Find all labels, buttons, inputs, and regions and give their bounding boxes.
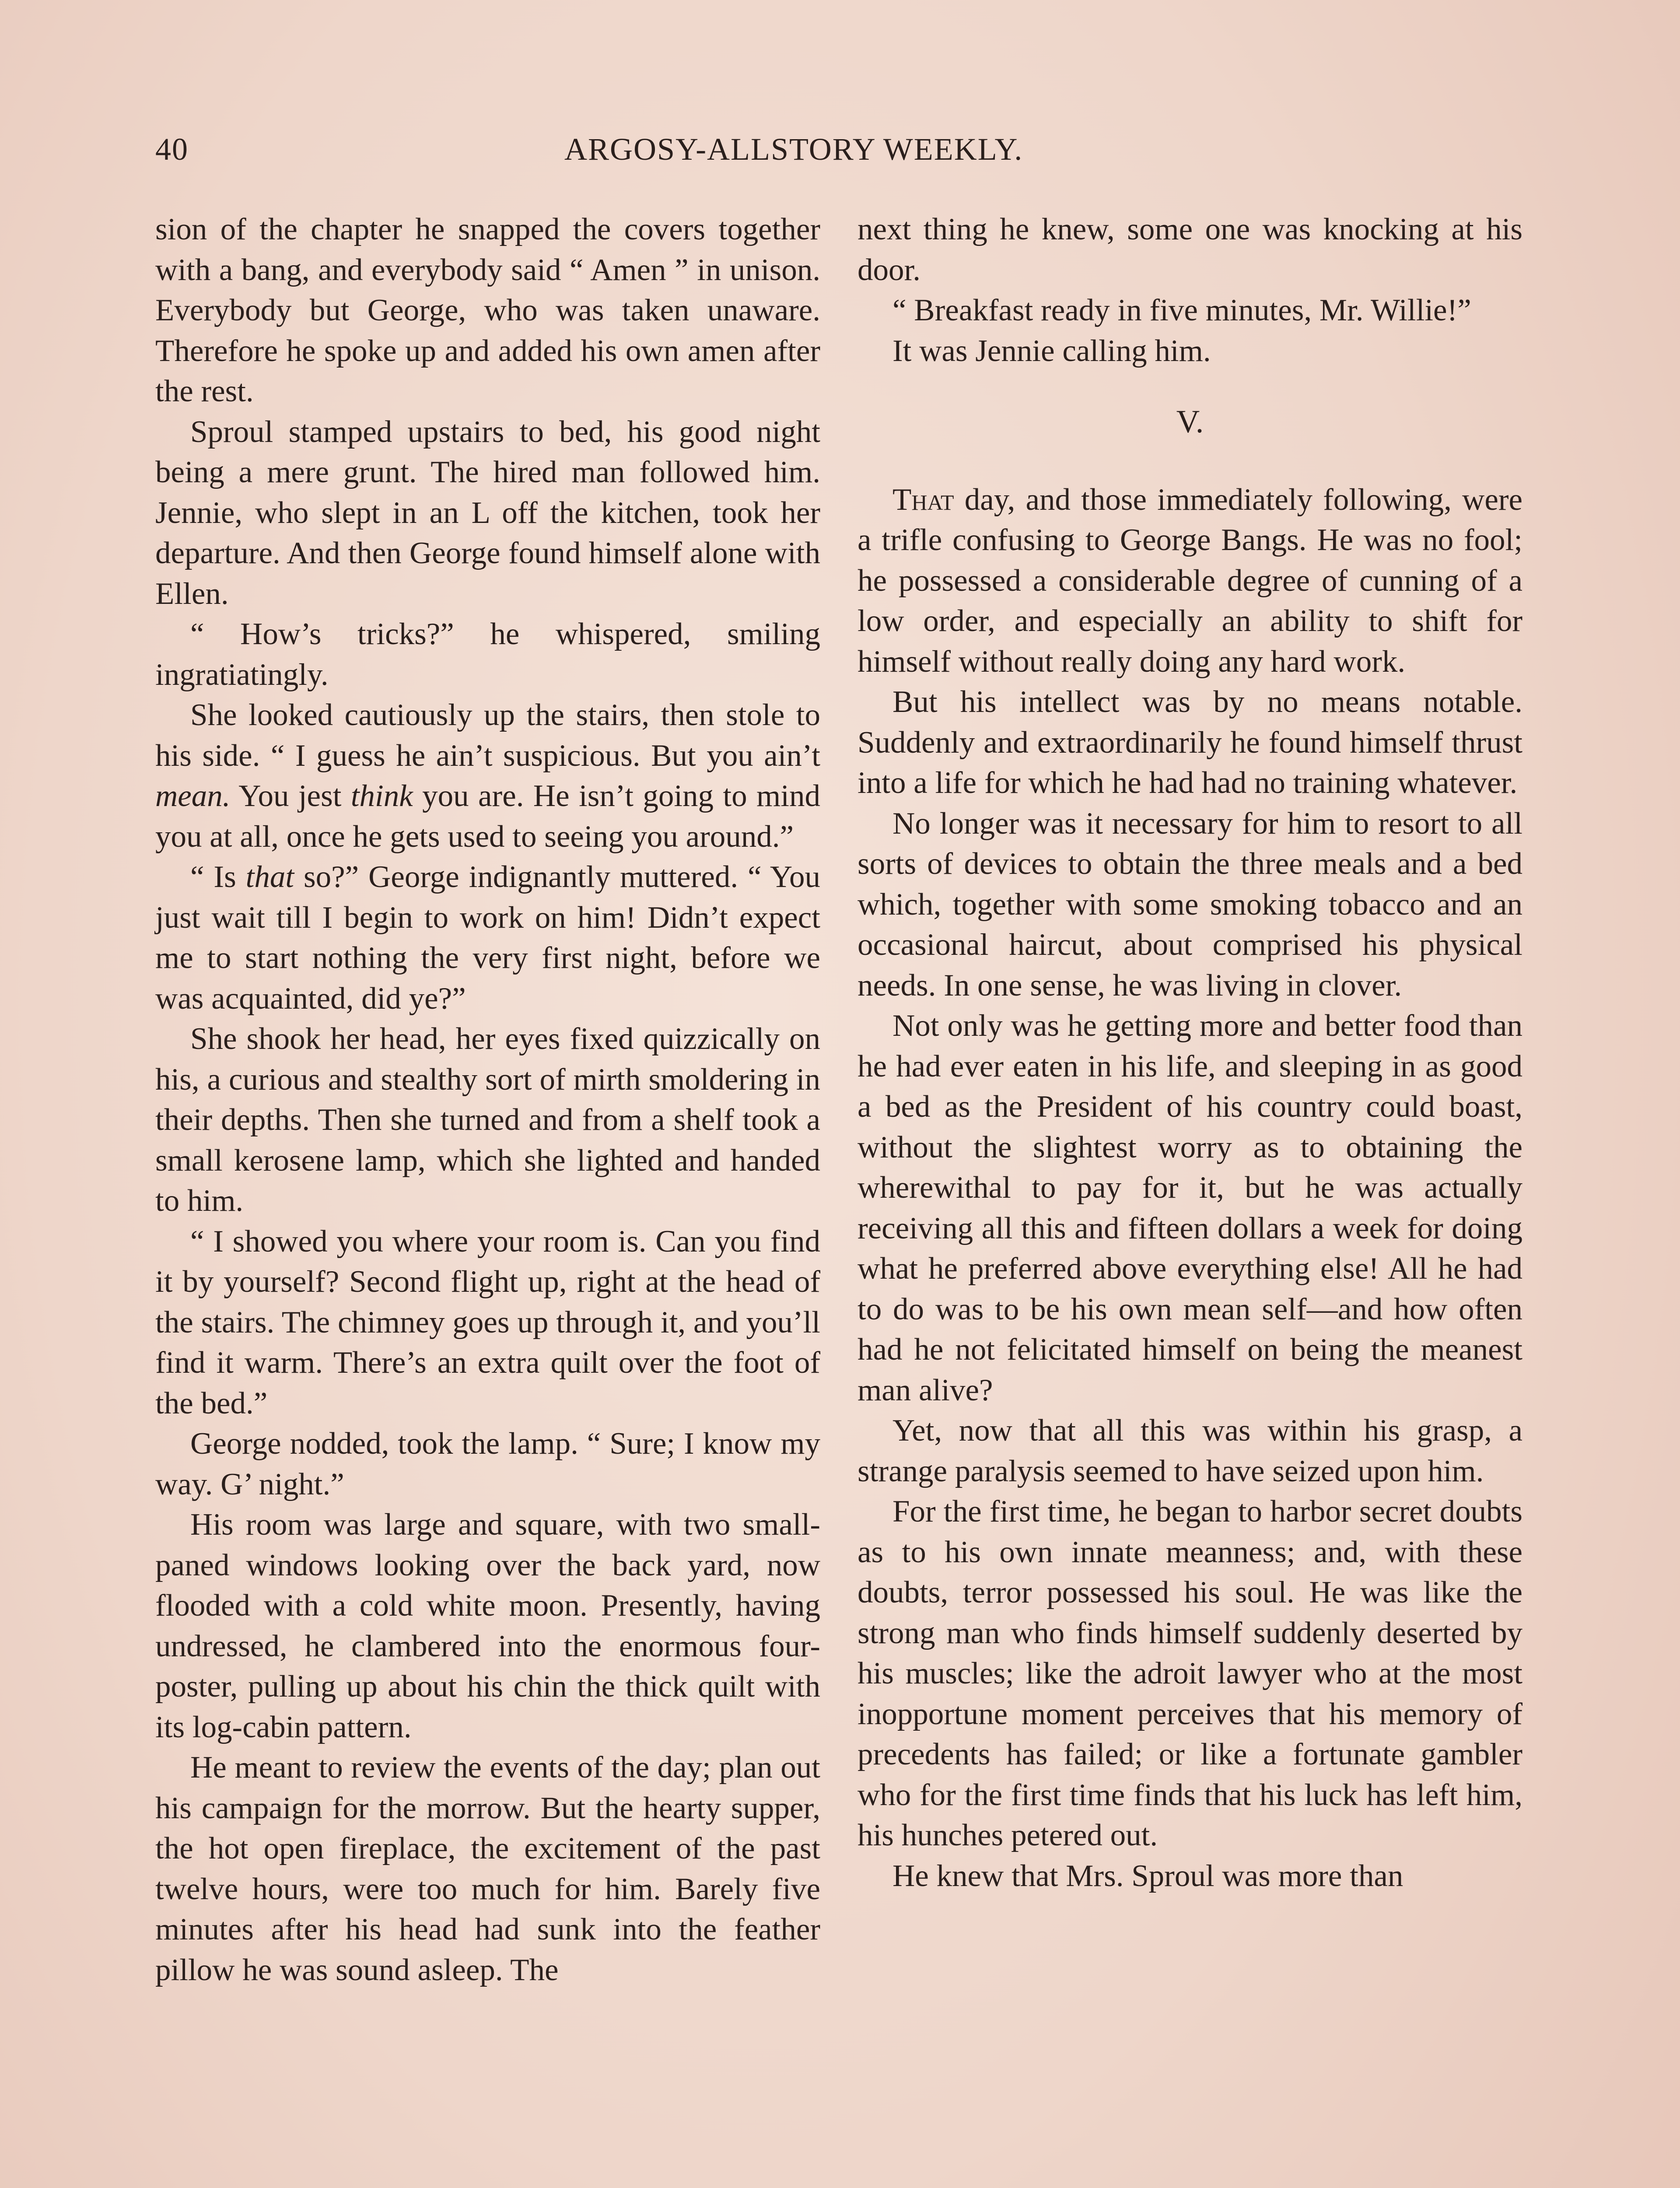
paragraph: Sproul stamped upstairs to bed, his good night being a mere grunt. The hired man followed him. Jennie, who slept in an L off the kitchen, took her departure. And then George found himself alone with Ellen. (155, 414, 820, 611)
text-run: “ Is (190, 860, 246, 894)
paragraph: She shook her head, her eyes fixed quizzically on his, a curious and stealthy sort of mirth smoldering in their depths. Then she turned and from a shelf took a small kerosene lamp, which she lighted and handed to him. (155, 1022, 820, 1218)
paragraph: His room was large and square, with two small-paned windows looking over the back yard, now flooded with a cold white moon. Presently, having undressed, he clambered into the enormous four-poster, pulling up about his chin the thick quilt with its log-cabin pattern. (155, 1508, 820, 1744)
small-caps-lead: That (892, 482, 954, 517)
paragraph: He knew that Mrs. Sproul was more than (892, 1858, 1404, 1893)
page-header (155, 131, 1118, 175)
paragraph: “ How’s tricks?” he whispered, smiling ingratiatingly. (155, 617, 820, 692)
paragraph: For the first time, he began to harbor secret doubts as to his own innate meanness; and, with these doubts, terror possessed his soul. He was like the strong man who finds himself suddenly deserted by his muscles; like the adroit lawyer who at the most inopportune moment perceives that his memory of precedents has failed; or like a fortunate gambler who for the first time finds that his luck has left him, his hunches petered out. (858, 1494, 1522, 1852)
paragraph: No longer was it necessary for him to resort to all sorts of devices to obtain the three meals and a bed which, together with some smoking tobacco and an occasional haircut, about comprised his physical needs. In one sense, he was living in clover. (858, 806, 1522, 1003)
paragraph: sion of the chapter he snapped the covers together with a bang, and everybody said “ Amen ” in unison. Everybody but George, who was taken unaware. Therefore he spoke up and added his own amen after the rest. (155, 212, 820, 408)
running-head: ARGOSY-ALLSTORY WEEKLY. (564, 132, 1023, 167)
section-heading: V. (1176, 404, 1204, 440)
right-column (858, 209, 1522, 1896)
text-run: day, and those immediately following, were a trifle confusing to George Bangs. He was no fool; he possessed a considerable degree of cunning of a low order, and especially an ability to shift for himself without really doing any hard work. (858, 482, 1522, 679)
italic-text: mean. (155, 779, 231, 813)
paragraph (858, 480, 1522, 682)
text-run: You jest (230, 779, 351, 813)
paragraph (155, 695, 820, 857)
text-run: so?” George indignantly muttered. “ You just wait till I begin to work on him! Didn’t expect me to start nothing the very first night, before we was acquainted, did ye?” (155, 860, 820, 1016)
paragraph: It was Jennie calling him. (892, 333, 1211, 368)
text-run: you are. He isn’t going to mind you at all, once he gets used to seeing you around.” (155, 779, 820, 854)
paragraph: He meant to review the events of the day; plan out his campaign for the morrow. But the hearty supper, the hot open fireplace, the excitement of the past twelve hours, were too much for him. Barely five minutes after his head had sunk into the feather pillow he was sound asleep. The (155, 1750, 820, 1987)
left-column (155, 209, 820, 1990)
page-number: 40 (155, 132, 189, 167)
paragraph: Yet, now that all this was within his grasp, a strange paralysis seemed to have seized upon him. (858, 1413, 1522, 1488)
paragraph: “ Breakfast ready in five minutes, Mr. Willie!” (892, 293, 1471, 327)
paragraph: next thing he knew, some one was knocking at his door. (858, 212, 1522, 287)
paragraph: George nodded, took the lamp. “ Sure; I know my way. G’ night.” (155, 1427, 820, 1501)
italic-text: think (350, 779, 413, 813)
italic-text: that (245, 860, 294, 894)
paragraph (155, 857, 820, 1019)
paragraph: But his intellect was by no means notable. Suddenly and extraordinarily he found himself thrust into a life for which he had had no training whatever. (858, 685, 1522, 800)
paragraph: Not only was he getting more and better food than he had ever eaten in his life, and sleeping in as good a bed as the President of his country could boast, without the slightest worry as to obtaining the wherewithal to pay for it, but he was actually receiving all this and fifteen dollars a week for doing what he preferred above everything else! All he had to do was to be his own mean self—and how often had he not felicitated himself on being the meanest man alive? (858, 1009, 1522, 1407)
paragraph: “ I showed you where your room is. Can you find it by yourself? Second flight up, right at the head of the stairs. The chimney goes up through it, and you’ll find it warm. There’s an extra quilt over the foot of the bed.” (155, 1224, 820, 1420)
text-run: She looked cautiously up the stairs, then stole to his side. “ I guess he ain’t suspicious. But you ain’t (155, 698, 820, 773)
